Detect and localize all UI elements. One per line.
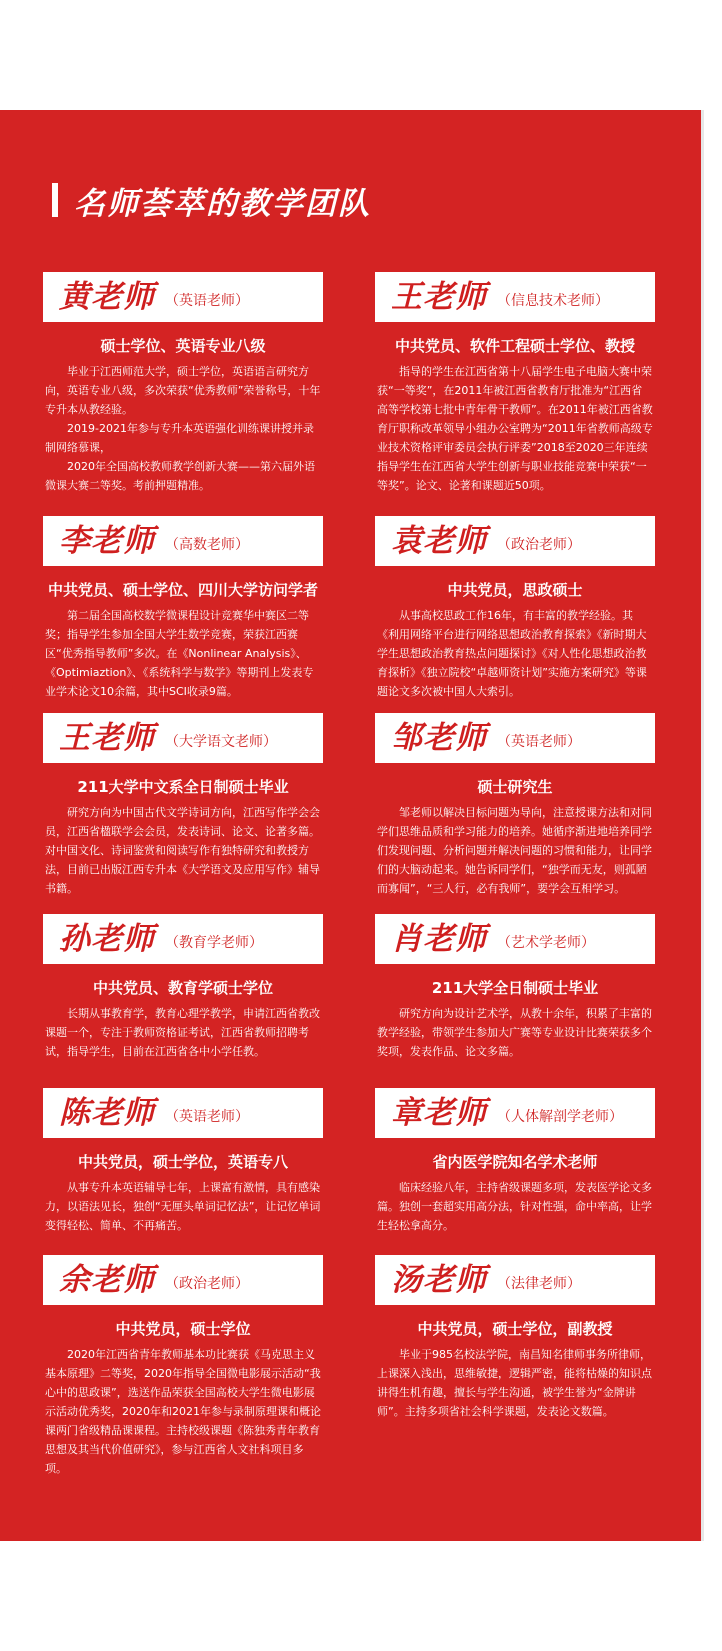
- teacher-card-sun: [43, 914, 323, 1061]
- teacher-card-yuan: [375, 516, 655, 701]
- teacher-role: （教育学老师）: [165, 935, 263, 951]
- teacher-description: [375, 1004, 655, 1061]
- teacher-name: 王老师: [59, 719, 155, 756]
- teacher-card-wang-chinese: [43, 713, 323, 898]
- section-header: [52, 182, 371, 222]
- teacher-credentials: 省内医学院知名学术老师: [432, 1153, 598, 1171]
- description-paragraph: 研究方向为中国古代文学诗词方向，江西写作学会会员，江西省楹联学会会员，发表诗词、论文、论著多篇。对中国文化、诗词鉴赏和阅读写作有独特研究和教授方法，目前已出版江西专升本《大学语文及应用写作》辅导书籍。: [45, 806, 320, 895]
- teacher-card-yu: [43, 1255, 323, 1478]
- teacher-role: （法律老师）: [497, 1276, 581, 1292]
- name-banner: [43, 272, 323, 322]
- description-paragraph: 从事专升本英语辅导七年，上课富有激情，具有感染力，以语法见长，独创“无厘头单词记忆法”，让记忆单词变得轻松、简单、不再痛苦。: [45, 1181, 321, 1232]
- teacher-credentials: 中共党员、教育学硕士学位: [92, 979, 273, 997]
- description-paragraph: 长期从事教育学，教育心理学教学，申请江西省教改课题一个，专注于教师资格证考试，江西省教师招聘考试，指导学生，目前在江西省各中小学任教。: [45, 1007, 320, 1058]
- name-banner: [375, 272, 655, 322]
- teacher-credentials: 中共党员、软件工程硕士学位、教授: [394, 337, 635, 355]
- teacher-name: 王老师: [391, 278, 487, 315]
- teacher-credentials: 211大学中文系全日制硕士毕业: [77, 778, 289, 796]
- description-paragraph: 研究方向为设计艺术学，从教十余年，积累了丰富的教学经验，带领学生参加大广赛等专业设计比赛荣获多个奖项，发表作品、论文多篇。: [377, 1007, 652, 1058]
- teacher-description: [43, 1004, 323, 1061]
- teacher-credentials: 中共党员、硕士学位、四川大学访问学者: [47, 581, 318, 599]
- teacher-name: 李老师: [59, 522, 155, 559]
- teacher-role: （高数老师）: [165, 537, 249, 553]
- description-paragraph: 毕业于江西师范大学，硕士学位，英语语言研究方向，英语专业八级，多次荣获“优秀教师”荣誉称号，十年专升本从教经验。: [45, 365, 321, 416]
- name-banner: [43, 713, 323, 763]
- name-banner: [375, 713, 655, 763]
- description-paragraph: 毕业于985名校法学院，南昌知名律师事务所律师，上课深入浅出，思维敏捷，逻辑严密，能将枯燥的知识点讲得生机有趣，擅长与学生沟通，被学生誉为“金牌讲师”。主持多项省社会科学课题，发表论文数篇。: [377, 1348, 652, 1418]
- teacher-name: 肖老师: [391, 920, 487, 957]
- teacher-card-huang: [43, 272, 323, 495]
- teacher-role: （人体解剖学老师）: [497, 1109, 623, 1125]
- description-paragraph: 第二届全国高校数学微课程设计竞赛华中赛区二等奖；指导学生参加全国大学生数学竞赛，荣获江西赛区“优秀指导教师”多次。在《Nonlinear Analysis》、《Optimiaztion》、《系统科学与数学》等期刊上发表专业学术论文10余篇，其中SCI收录9篇。: [45, 609, 314, 698]
- teacher-name: 邹老师: [391, 719, 487, 756]
- teacher-name: 袁老师: [391, 522, 487, 559]
- name-banner: [43, 1088, 323, 1138]
- name-banner: [375, 1255, 655, 1305]
- teacher-role: （大学语文老师）: [165, 734, 277, 750]
- teacher-description: [375, 362, 655, 495]
- teacher-card-li: [43, 516, 323, 701]
- description-paragraph: 从事高校思政工作16年，有丰富的教学经验。其《利用网络平台进行网络思想政治教育探索》《新时期大学生思想政治教育热点问题探讨》《对人性化思想政治教育探析》《独立院校“卓越师资计划”实施方案研究》等课题论文多次被中国人大索引。: [377, 609, 647, 698]
- teacher-description: [43, 362, 323, 495]
- teacher-card-chen: [43, 1088, 323, 1235]
- teacher-credentials: 硕士学位、英语专业八级: [100, 337, 266, 355]
- teacher-description: [43, 803, 323, 898]
- teacher-description: [375, 1178, 655, 1235]
- teacher-card-tang: [375, 1255, 655, 1421]
- teacher-role: （英语老师）: [497, 734, 581, 750]
- description-paragraph: 2020年全国高校教师教学创新大赛——第六届外语微课大赛二等奖。考前押题精准。: [45, 460, 315, 492]
- teacher-description: [43, 1178, 323, 1235]
- teacher-credentials: 211大学全日制硕士毕业: [431, 979, 599, 997]
- teacher-description: [375, 1345, 655, 1421]
- teacher-role: （英语老师）: [165, 293, 249, 309]
- description-paragraph: 2019-2021年参与专升本英语强化训练课讲授并录制网络慕课，: [45, 422, 314, 454]
- header-accent-bar: [52, 183, 58, 217]
- description-paragraph: 邹老师以解决目标问题为导向，注意授课方法和对同学们思维品质和学习能力的培养。她循序渐进地培养同学们发现问题、分析问题并解决问题的习惯和能力，让同学们的大脑动起来。她告诉同学们，“独学而无友，则孤陋而寡闻”，“三人行，必有我师”，要学会互相学习。: [377, 806, 652, 895]
- teacher-role: （英语老师）: [165, 1109, 249, 1125]
- teacher-name: 余老师: [59, 1261, 155, 1298]
- teacher-credentials: 中共党员，思政硕士: [447, 581, 583, 599]
- teacher-name: 汤老师: [391, 1261, 487, 1298]
- teacher-role: （信息技术老师）: [497, 293, 609, 309]
- section-title: 名师荟萃的教学团队: [74, 185, 371, 222]
- teacher-role: （艺术学老师）: [497, 935, 595, 951]
- teacher-name: 黄老师: [59, 278, 155, 315]
- teacher-credentials: 硕士研究生: [477, 778, 553, 796]
- right-page-edge: [701, 110, 722, 1541]
- name-banner: [43, 516, 323, 566]
- teacher-name: 孙老师: [59, 920, 155, 957]
- description-paragraph: 临床经验八年，主持省级课题多项，发表医学论文多篇。独创一套超实用高分法，针对性强，命中率高，让学生轻松拿高分。: [377, 1181, 652, 1232]
- teacher-credentials: 中共党员，硕士学位: [115, 1320, 251, 1338]
- teacher-description: [43, 606, 323, 701]
- teacher-role: （政治老师）: [497, 537, 581, 553]
- teacher-role: （政治老师）: [165, 1276, 249, 1292]
- name-banner: [375, 1088, 655, 1138]
- name-banner: [43, 914, 323, 964]
- teacher-card-zou: [375, 713, 655, 898]
- teacher-credentials: 中共党员，硕士学位，副教授: [417, 1320, 613, 1338]
- name-banner: [375, 516, 655, 566]
- teacher-card-zhang: [375, 1088, 655, 1235]
- teacher-card-xiao: [375, 914, 655, 1061]
- teacher-description: [375, 803, 655, 898]
- teacher-description: [43, 1345, 323, 1478]
- teacher-name: 章老师: [391, 1094, 487, 1131]
- teacher-credentials: 中共党员，硕士学位，英语专八: [77, 1153, 288, 1171]
- description-paragraph: 2020年江西省青年教师基本功比赛获《马克思主义基本原理》二等奖，2020年指导全国微电影展示活动“我心中的思政课”，选送作品荣获全国高校大学生微电影展示活动优秀奖，2020年和2021年参与录制原理课和概论课两门省级精品课课程。主持校级课题《陈独秀青年教育思想及其当代价值研究》，参与江西省人文社科项目多项。: [45, 1348, 321, 1475]
- teacher-name: 陈老师: [59, 1094, 155, 1131]
- teacher-card-wang-it: [375, 272, 655, 495]
- description-paragraph: 指导的学生在江西省第十八届学生电子电脑大赛中荣获“一等奖”，在2011年被江西省教育厅批准为“江西省高等学校第七批中青年骨干教师”。在2011年被江西省教育厅职称改革领导小组办公室聘为“2011年省教师高级专业技术资格评审委员会执行评委”2018至2020三年连续指导学生在江西省大学生创新与职业技能竞赛中荣获“一等奖”。论文、论著和课题近50项。: [377, 365, 653, 492]
- name-banner: [375, 914, 655, 964]
- name-banner: [43, 1255, 323, 1305]
- teacher-description: [375, 606, 655, 701]
